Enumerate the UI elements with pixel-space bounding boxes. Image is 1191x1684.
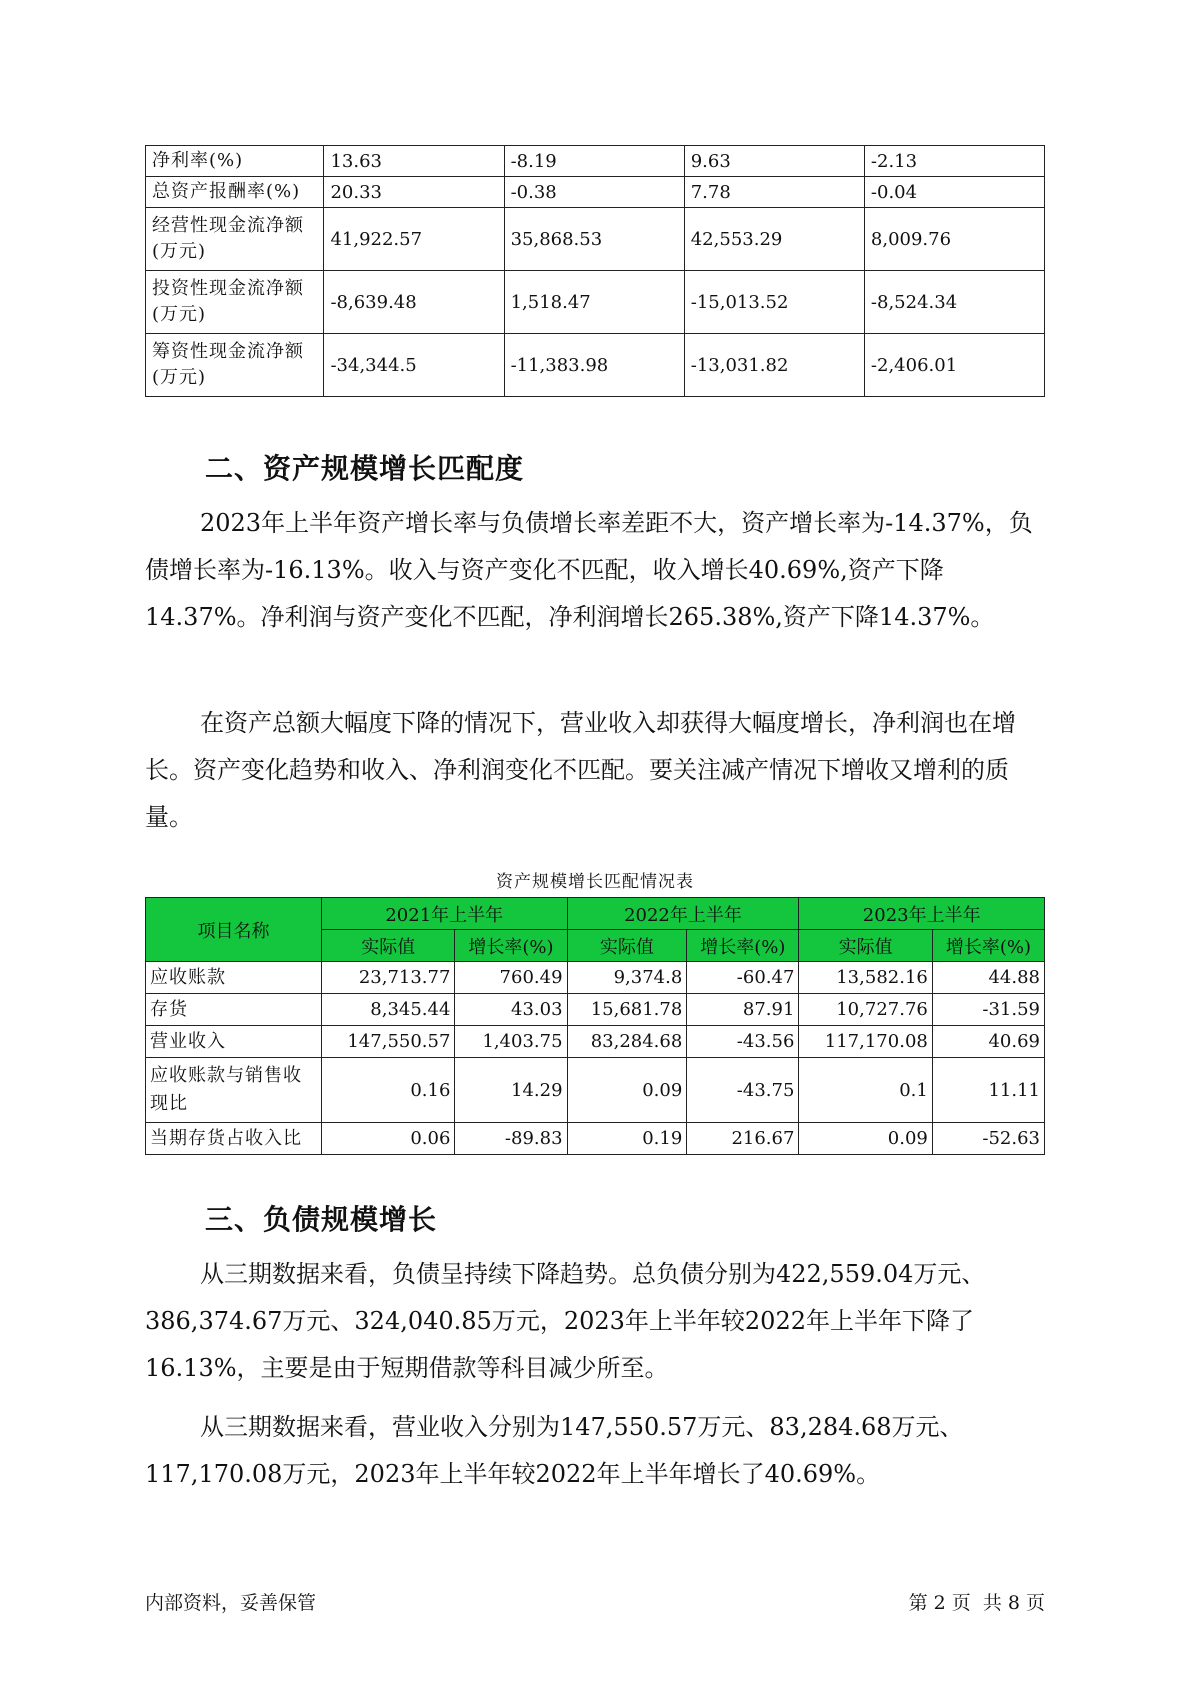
- growth-rate-header: 增长率(%): [687, 930, 799, 962]
- row-label: 应收账款与销售收现比: [146, 1058, 322, 1123]
- table-row: [146, 146, 1045, 177]
- table-row: [146, 177, 1045, 208]
- cell-value: 15,681.78: [567, 994, 687, 1026]
- section-heading: 三、负债规模增长: [205, 1203, 438, 1236]
- cell-value: -43.75: [687, 1058, 799, 1123]
- cell-value: 41,922.57: [324, 208, 504, 271]
- table-row: [146, 1123, 1045, 1155]
- cell-value: 13.63: [324, 146, 504, 177]
- cell-value: 35,868.53: [504, 208, 684, 271]
- cell-value: 9,374.8: [567, 962, 687, 994]
- cell-value: 0.16: [322, 1058, 455, 1123]
- cell-value: -34,344.5: [324, 334, 504, 397]
- row-label: 应收账款: [146, 962, 322, 994]
- cell-value: -31.59: [932, 994, 1044, 1026]
- asset-growth-match-table: [145, 897, 1045, 1155]
- section-heading: 二、资产规模增长匹配度: [205, 452, 525, 485]
- footer-page-number: 第 2 页 共 8 页: [908, 1592, 1045, 1614]
- cell-value: -13,031.82: [684, 334, 864, 397]
- row-label: 经营性现金流净额(万元): [146, 208, 324, 271]
- cell-value: 10,727.76: [799, 994, 932, 1026]
- cell-value: 44.88: [932, 962, 1044, 994]
- header-row: [146, 898, 1045, 930]
- growth-rate-header: 增长率(%): [932, 930, 1044, 962]
- actual-value-header: 实际值: [567, 930, 687, 962]
- cell-value: -0.04: [864, 177, 1044, 208]
- row-label: 筹资性现金流净额(万元): [146, 334, 324, 397]
- financial-ratios-table: [145, 145, 1045, 397]
- cell-value: 760.49: [455, 962, 567, 994]
- period-header: 2022年上半年: [567, 898, 799, 930]
- cell-value: -0.38: [504, 177, 684, 208]
- actual-value-header: 实际值: [322, 930, 455, 962]
- cell-value: -2.13: [864, 146, 1044, 177]
- table-row: [146, 962, 1045, 994]
- row-label: 净利率(%): [146, 146, 324, 177]
- cell-value: 23,713.77: [322, 962, 455, 994]
- actual-value-header: 实际值: [799, 930, 932, 962]
- cell-value: -15,013.52: [684, 271, 864, 334]
- cell-value: 0.19: [567, 1123, 687, 1155]
- footer-confidential-note: 内部资料，妥善保管: [145, 1592, 317, 1614]
- growth-rate-header: 增长率(%): [455, 930, 567, 962]
- cell-value: 117,170.08: [799, 1026, 932, 1058]
- cell-value: -89.83: [455, 1123, 567, 1155]
- cell-value: 7.78: [684, 177, 864, 208]
- cell-value: 1,518.47: [504, 271, 684, 334]
- cell-value: 0.1: [799, 1058, 932, 1123]
- cell-value: 83,284.68: [567, 1026, 687, 1058]
- cell-value: -8,639.48: [324, 271, 504, 334]
- cell-value: 0.09: [799, 1123, 932, 1155]
- cell-value: 216.67: [687, 1123, 799, 1155]
- cell-value: 13,582.16: [799, 962, 932, 994]
- table-row: [146, 208, 1045, 271]
- cell-value: -8,524.34: [864, 271, 1044, 334]
- table-row: [146, 1058, 1045, 1123]
- row-label: 存货: [146, 994, 322, 1026]
- cell-value: -2,406.01: [864, 334, 1044, 397]
- table-caption: 资产规模增长匹配情况表: [496, 872, 694, 892]
- cell-value: 1,403.75: [455, 1026, 567, 1058]
- cell-value: 0.09: [567, 1058, 687, 1123]
- row-label: 总资产报酬率(%): [146, 177, 324, 208]
- cell-value: 8,009.76: [864, 208, 1044, 271]
- table-row: [146, 271, 1045, 334]
- cell-value: 11.11: [932, 1058, 1044, 1123]
- table-row: [146, 334, 1045, 397]
- cell-value: 43.03: [455, 994, 567, 1026]
- table-row: [146, 1026, 1045, 1058]
- cell-value: 40.69: [932, 1026, 1044, 1058]
- cell-value: -8.19: [504, 146, 684, 177]
- cell-value: 20.33: [324, 177, 504, 208]
- period-header: 2021年上半年: [322, 898, 568, 930]
- row-label: 当期存货占收入比: [146, 1123, 322, 1155]
- row-label: 投资性现金流净额(万元): [146, 271, 324, 334]
- cell-value: 8,345.44: [322, 994, 455, 1026]
- cell-value: 0.06: [322, 1123, 455, 1155]
- cell-value: 9.63: [684, 146, 864, 177]
- period-header: 2023年上半年: [799, 898, 1045, 930]
- cell-value: -11,383.98: [504, 334, 684, 397]
- cell-value: 42,553.29: [684, 208, 864, 271]
- table-row: [146, 994, 1045, 1026]
- cell-value: -43.56: [687, 1026, 799, 1058]
- paragraph: 2023年上半年资产增长率与负债增长率差距不大，资产增长率为-14.37%，负债增长率为-16.13%。收入与资产变化不匹配，收入增长40.69%,资产下降14.37%。净利润与资产变化不匹配，净利润增长265.38%,资产下降14.37%。: [145, 509, 1033, 631]
- paragraph: 在资产总额大幅度下降的情况下，营业收入却获得大幅度增长，净利润也在增长。资产变化趋势和收入、净利润变化不匹配。要关注减产情况下增收又增利的质量。: [145, 709, 1016, 831]
- item-name-header: 项目名称: [146, 898, 322, 962]
- paragraph: 从三期数据来看，营业收入分别为147,550.57万元、83,284.68万元、117,170.08万元，2023年上半年较2022年上半年增长了40.69%。: [145, 1413, 964, 1488]
- paragraph: 从三期数据来看，负债呈持续下降趋势。总负债分别为422,559.04万元、386,374.67万元、324,040.85万元，2023年上半年较2022年上半年下降了16.13%，主要是由于短期借款等科目减少所至。: [145, 1260, 986, 1382]
- cell-value: -60.47: [687, 962, 799, 994]
- cell-value: 147,550.57: [322, 1026, 455, 1058]
- cell-value: 87.91: [687, 994, 799, 1026]
- cell-value: 14.29: [455, 1058, 567, 1123]
- row-label: 营业收入: [146, 1026, 322, 1058]
- cell-value: -52.63: [932, 1123, 1044, 1155]
